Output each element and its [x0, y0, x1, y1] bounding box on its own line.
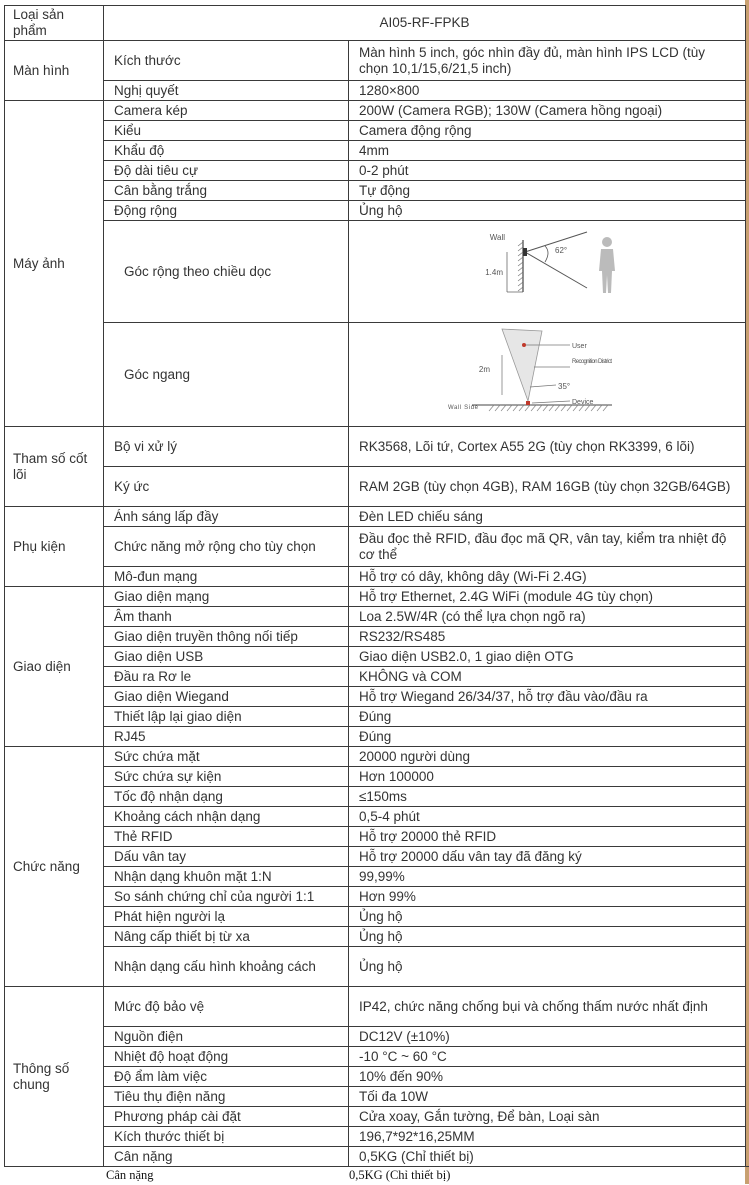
device-mark [526, 401, 530, 405]
spec-key: Sức chứa sự kiện [104, 767, 349, 787]
spec-row [5, 747, 746, 767]
spec-key: Kích thước [104, 41, 349, 81]
spec-value: Ủng hộ [349, 907, 746, 927]
spec-row [5, 907, 746, 927]
spec-key: Cân nặng [104, 1147, 349, 1167]
spec-key: Thẻ RFID [104, 827, 349, 847]
spec-row [5, 887, 746, 907]
spec-value: Cửa xoay, Gắn tường, Để bàn, Loại sàn [349, 1107, 746, 1127]
spec-value: Ủng hộ [349, 947, 746, 987]
spec-key: Khẩu độ [104, 141, 349, 161]
spec-row [5, 567, 746, 587]
height-label: 1.4m [485, 267, 503, 277]
spec-value: Hơn 100000 [349, 767, 746, 787]
spec-value: Tối đa 10W [349, 1087, 746, 1107]
spec-key: Tiêu thụ điện năng [104, 1087, 349, 1107]
spec-row [5, 323, 746, 427]
spec-value: Ủng hộ [349, 927, 746, 947]
trailing-row [103, 1166, 749, 1185]
spec-key: Đầu ra Rơ le [104, 667, 349, 687]
spec-key: Độ dài tiêu cự [104, 161, 349, 181]
spec-key: Khoảng cách nhận dạng [104, 807, 349, 827]
district-label: Recognition District [572, 358, 612, 365]
spec-key: Âm thanh [104, 607, 349, 627]
spec-key: Cân bằng trắng [104, 181, 349, 201]
spec-key: Kiểu [104, 121, 349, 141]
group-label: Thông số chung [5, 987, 104, 1167]
spec-key: Phát hiện người lạ [104, 907, 349, 927]
group-label: Chức năng [5, 747, 104, 987]
distance-label: 2m [478, 364, 490, 374]
horizontal-angle-diagram [442, 325, 652, 421]
trailing-row-value: 0,5KG (Chỉ thiết bị) [349, 1168, 451, 1182]
spec-row [5, 1107, 746, 1127]
spec-value: 200W (Camera RGB); 130W (Camera hồng ngoại) [349, 101, 746, 121]
spec-row [5, 467, 746, 507]
vertical-angle-diagram [467, 230, 627, 310]
spec-key: Góc ngang [104, 323, 349, 427]
spec-value: IP42, chức năng chống bụi và chống thấm nước nhất định [349, 987, 746, 1027]
spec-row [5, 647, 746, 667]
group-label: Tham số cốt lõi [5, 427, 104, 507]
spec-key: Nguồn điện [104, 1027, 349, 1047]
spec-key: Nghị quyết [104, 81, 349, 101]
angle-label: 62° [555, 245, 568, 255]
spec-row [5, 507, 746, 527]
spec-key: Kích thước thiết bị [104, 1127, 349, 1147]
spec-key: Độ ẩm làm việc [104, 1067, 349, 1087]
spec-key: Thiết lập lại giao diện [104, 707, 349, 727]
spec-value: 0-2 phút [349, 161, 746, 181]
spec-value: Màn hình 5 inch, góc nhìn đầy đủ, màn hình IPS LCD (tùy chọn 10,1/15,6/21,5 inch) [349, 41, 746, 81]
spec-value: Đèn LED chiếu sáng [349, 507, 746, 527]
spec-value: ≤150ms [349, 787, 746, 807]
spec-key: Camera kép [104, 101, 349, 121]
spec-value: 20000 người dùng [349, 747, 746, 767]
spec-value: Hỗ trợ Wiegand 26/34/37, hỗ trợ đầu vào/đầu ra [349, 687, 746, 707]
device-mark [523, 248, 527, 256]
spec-key: Giao diện USB [104, 647, 349, 667]
spec-value: RS232/RS485 [349, 627, 746, 647]
spec-row [5, 707, 746, 727]
group-label: Màn hình [5, 41, 104, 101]
spec-value: Đúng [349, 727, 746, 747]
spec-row [5, 1027, 746, 1047]
spec-row [5, 527, 746, 567]
spec-row [5, 81, 746, 101]
spec-value: 0,5-4 phút [349, 807, 746, 827]
spec-row [5, 121, 746, 141]
spec-value: 99,99% [349, 867, 746, 887]
spec-key: Sức chứa mặt [104, 747, 349, 767]
spec-value: Hỗ trợ có dây, không dây (Wi-Fi 2.4G) [349, 567, 746, 587]
spec-value: KHÔNG và COM [349, 667, 746, 687]
user-label: User [572, 342, 587, 350]
group-label: Phụ kiện [5, 507, 104, 587]
spec-key: Phương pháp cài đặt [104, 1107, 349, 1127]
product-label: Loại sản phẩm [5, 6, 104, 41]
spec-key: Bộ vi xử lý [104, 427, 349, 467]
spec-value: -10 °C ~ 60 °C [349, 1047, 746, 1067]
spec-row [5, 221, 746, 323]
spec-row [5, 427, 746, 467]
spec-key: Giao diện Wiegand [104, 687, 349, 707]
spec-key: Ánh sáng lấp đầy [104, 507, 349, 527]
product-row [5, 6, 746, 41]
spec-key: Mô-đun mạng [104, 567, 349, 587]
spec-key: Nâng cấp thiết bị từ xa [104, 927, 349, 947]
spec-value: Loa 2.5W/4R (có thể lựa chọn ngõ ra) [349, 607, 746, 627]
spec-row [5, 101, 746, 121]
spec-key: Nhiệt độ hoạt động [104, 1047, 349, 1067]
device-label: Device [572, 398, 594, 406]
wall-side-label: Wall Side [448, 404, 478, 411]
group-label: Giao diện [5, 587, 104, 747]
spec-value: DC12V (±10%) [349, 1027, 746, 1047]
spec-row [5, 607, 746, 627]
angle-label: 35° [558, 381, 571, 391]
spec-row [5, 587, 746, 607]
spec-row [5, 141, 746, 161]
spec-row [5, 767, 746, 787]
recognition-zone [502, 329, 542, 401]
spec-key: Góc rộng theo chiều dọc [104, 221, 349, 323]
spec-value: Giao diện USB2.0, 1 giao diện OTG [349, 647, 746, 667]
wall-hatch [518, 242, 523, 291]
spec-value: RK3568, Lõi tứ, Cortex A55 2G (tùy chọn RK3399, 6 lõi) [349, 427, 746, 467]
spec-row [5, 927, 746, 947]
spec-key: Mức độ bảo vệ [104, 987, 349, 1027]
spec-value: 196,7*92*16,25MM [349, 1127, 746, 1147]
spec-row [5, 1047, 746, 1067]
spec-value: Hỗ trợ 20000 dấu vân tay đã đăng ký [349, 847, 746, 867]
spec-row [5, 1087, 746, 1107]
spec-row [5, 181, 746, 201]
spec-key: Giao diện mạng [104, 587, 349, 607]
spec-key: Tốc độ nhận dạng [104, 787, 349, 807]
spec-key: Nhận dạng khuôn mặt 1:N [104, 867, 349, 887]
spec-row [5, 827, 746, 847]
spec-row [5, 687, 746, 707]
spec-key: Động rộng [104, 201, 349, 221]
spec-value: Tự động [349, 181, 746, 201]
spec-row [5, 41, 746, 81]
spec-row [5, 161, 746, 181]
spec-value: Ủng hộ [349, 201, 746, 221]
spec-row [5, 1127, 746, 1147]
spec-value: 1280×800 [349, 81, 746, 101]
spec-table [4, 5, 746, 1167]
spec-value: Đầu đọc thẻ RFID, đầu đọc mã QR, vân tay, kiểm tra nhiệt độ cơ thể [349, 527, 746, 567]
spec-key: So sánh chứng chỉ của người 1:1 [104, 887, 349, 907]
group-label: Máy ảnh [5, 101, 104, 427]
spec-row [5, 787, 746, 807]
spec-row [5, 1147, 746, 1167]
spec-row [5, 987, 746, 1027]
spec-row [5, 727, 746, 747]
spec-key: Ký ức [104, 467, 349, 507]
spec-value: 4mm [349, 141, 746, 161]
spec-key: RJ45 [104, 727, 349, 747]
spec-value: 10% đến 90% [349, 1067, 746, 1087]
spec-row [5, 947, 746, 987]
spec-key: Giao diện truyền thông nối tiếp [104, 627, 349, 647]
person-icon [599, 237, 615, 293]
spec-value: Hơn 99% [349, 887, 746, 907]
spec-value: RAM 2GB (tùy chọn 4GB), RAM 16GB (tùy chọn 32GB/64GB) [349, 467, 746, 507]
spec-value: Hỗ trợ 20000 thẻ RFID [349, 827, 746, 847]
trailing-row-key: Cân nặng [106, 1168, 154, 1182]
figure-cell [349, 323, 746, 427]
spec-row [5, 867, 746, 887]
spec-row [5, 627, 746, 647]
spec-row [5, 847, 746, 867]
spec-value: Hỗ trợ Ethernet, 2.4G WiFi (module 4G tùy chọn) [349, 587, 746, 607]
spec-key: Nhận dạng cấu hình khoảng cách [104, 947, 349, 987]
spec-row [5, 201, 746, 221]
product-value: AI05-RF-FPKB [104, 6, 746, 41]
user-mark [522, 343, 526, 347]
spec-value: 0,5KG (Chỉ thiết bị) [349, 1147, 746, 1167]
figure-cell [349, 221, 746, 323]
wall-label: Wall [489, 232, 505, 242]
spec-value: Camera động rộng [349, 121, 746, 141]
spec-row [5, 667, 746, 687]
spec-key: Dấu vân tay [104, 847, 349, 867]
spec-row [5, 1067, 746, 1087]
spec-value: Đúng [349, 707, 746, 727]
spec-row [5, 807, 746, 827]
spec-key: Chức năng mở rộng cho tùy chọn [104, 527, 349, 567]
